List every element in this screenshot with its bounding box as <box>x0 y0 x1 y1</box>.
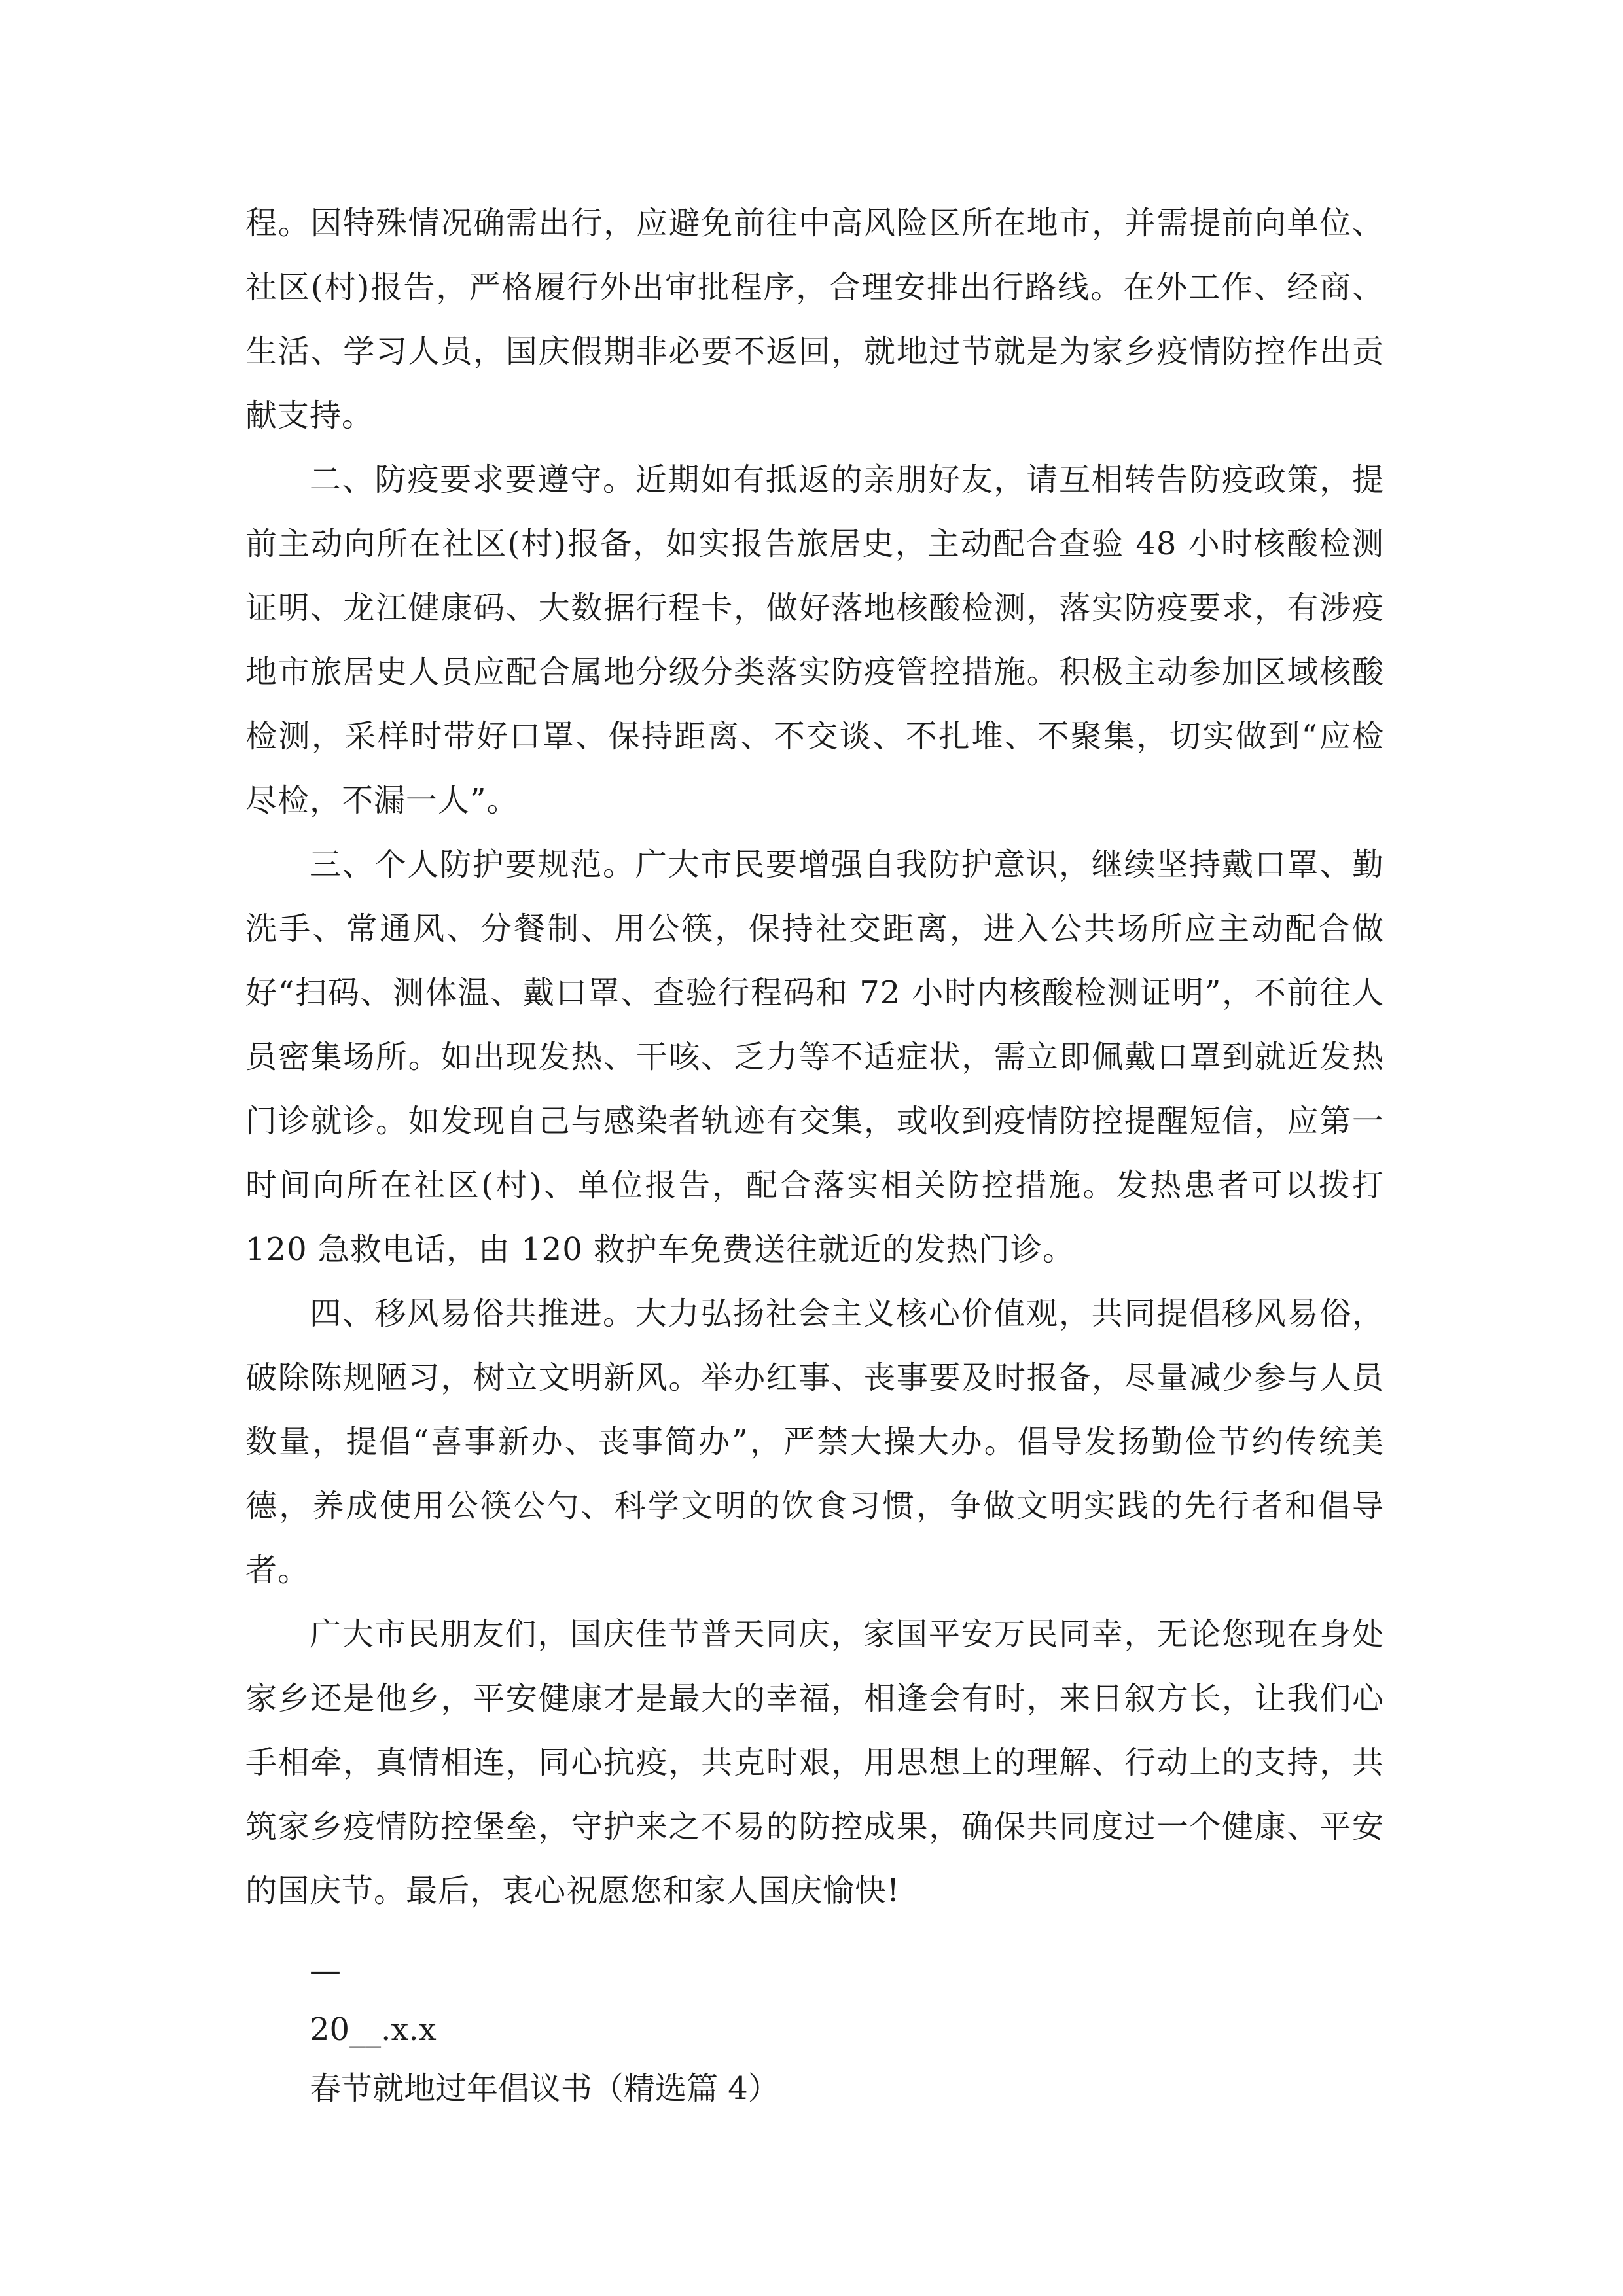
paragraph-closing: 广大市民朋友们，国庆佳节普天同庆，家国平安万民同幸，无论您现在身处家乡还是他乡，平安健康才是最大的幸福，相逢会有时，来日叙方长，让我们心手相牵，真情相连，同心抗疫，共克时艰，用思想上的理解、行动上的支持，共筑家乡疫情防控堡垒，守护来之不易的防控成果，确保共同度过一个健康、平安的国庆节。最后，衷心祝愿您和家人国庆愉快! <box>245 1616 1384 1909</box>
signature-date: 20__.x.x <box>310 2011 437 2048</box>
next-section-title: 春节就地过年倡议书（精选篇 4） <box>310 2070 779 2107</box>
paragraph-continuation: 程。因特殊情况确需出行，应避免前往中高风险区所在地市，并需提前向单位、社区(村)报告，严格履行外出审批程序，合理安排出行路线。在外工作、经商、生活、学习人员，国庆假期非必要不返回，就地过节就是为家乡疫情防控作出贡献支持。 <box>245 205 1384 434</box>
signature-dash: — <box>310 1952 341 1989</box>
paragraph-section-two: 二、防疫要求要遵守。近期如有抵返的亲朋好友，请互相转告防疫政策，提前主动向所在社区(村)报备，如实报告旅居史，主动配合查验 48 小时核酸检测证明、龙江健康码、大数据行程卡，做好落地核酸检测，落实防疫要求，有涉疫地市旅居史人员应配合属地分级分类落实防疫管控措施。积极主动参加区域核酸检测，采样时带好口罩、保持距离、不交谈、不扎堆、不聚集，切实做到“应检尽检，不漏一人”。 <box>245 461 1384 819</box>
paragraph-section-three: 三、个人防护要规范。广大市民要增强自我防护意识，继续坚持戴口罩、勤洗手、常通风、分餐制、用公筷，保持社交距离，进入公共场所应主动配合做好“扫码、测体温、戴口罩、查验行程码和 72 小时内核酸检测证明”，不前往人员密集场所。如出现发热、干咳、乏力等不适症状，需立即佩戴口罩到就近发热门诊就诊。如发现自己与感染者轨迹有交集，或收到疫情防控提醒短信，应第一时间向所在社区(村)、单位报告，配合落实相关防控措施。发热患者可以拨打 120 急救电话，由 120 救护车免费送往就近的发热门诊。 <box>245 846 1384 1268</box>
document-body <box>245 191 1384 2118</box>
paragraph-section-four: 四、移风易俗共推进。大力弘扬社会主义核心价值观，共同提倡移风易俗，破除陈规陋习，树立文明新风。举办红事、丧事要及时报备，尽量减少参与人员数量，提倡“喜事新办、丧事简办”，严禁大操大办。倡导发扬勤俭节约传统美德，养成使用公筷公勺、科学文明的饮食习惯，争做文明实践的先行者和倡导者。 <box>245 1295 1384 1588</box>
